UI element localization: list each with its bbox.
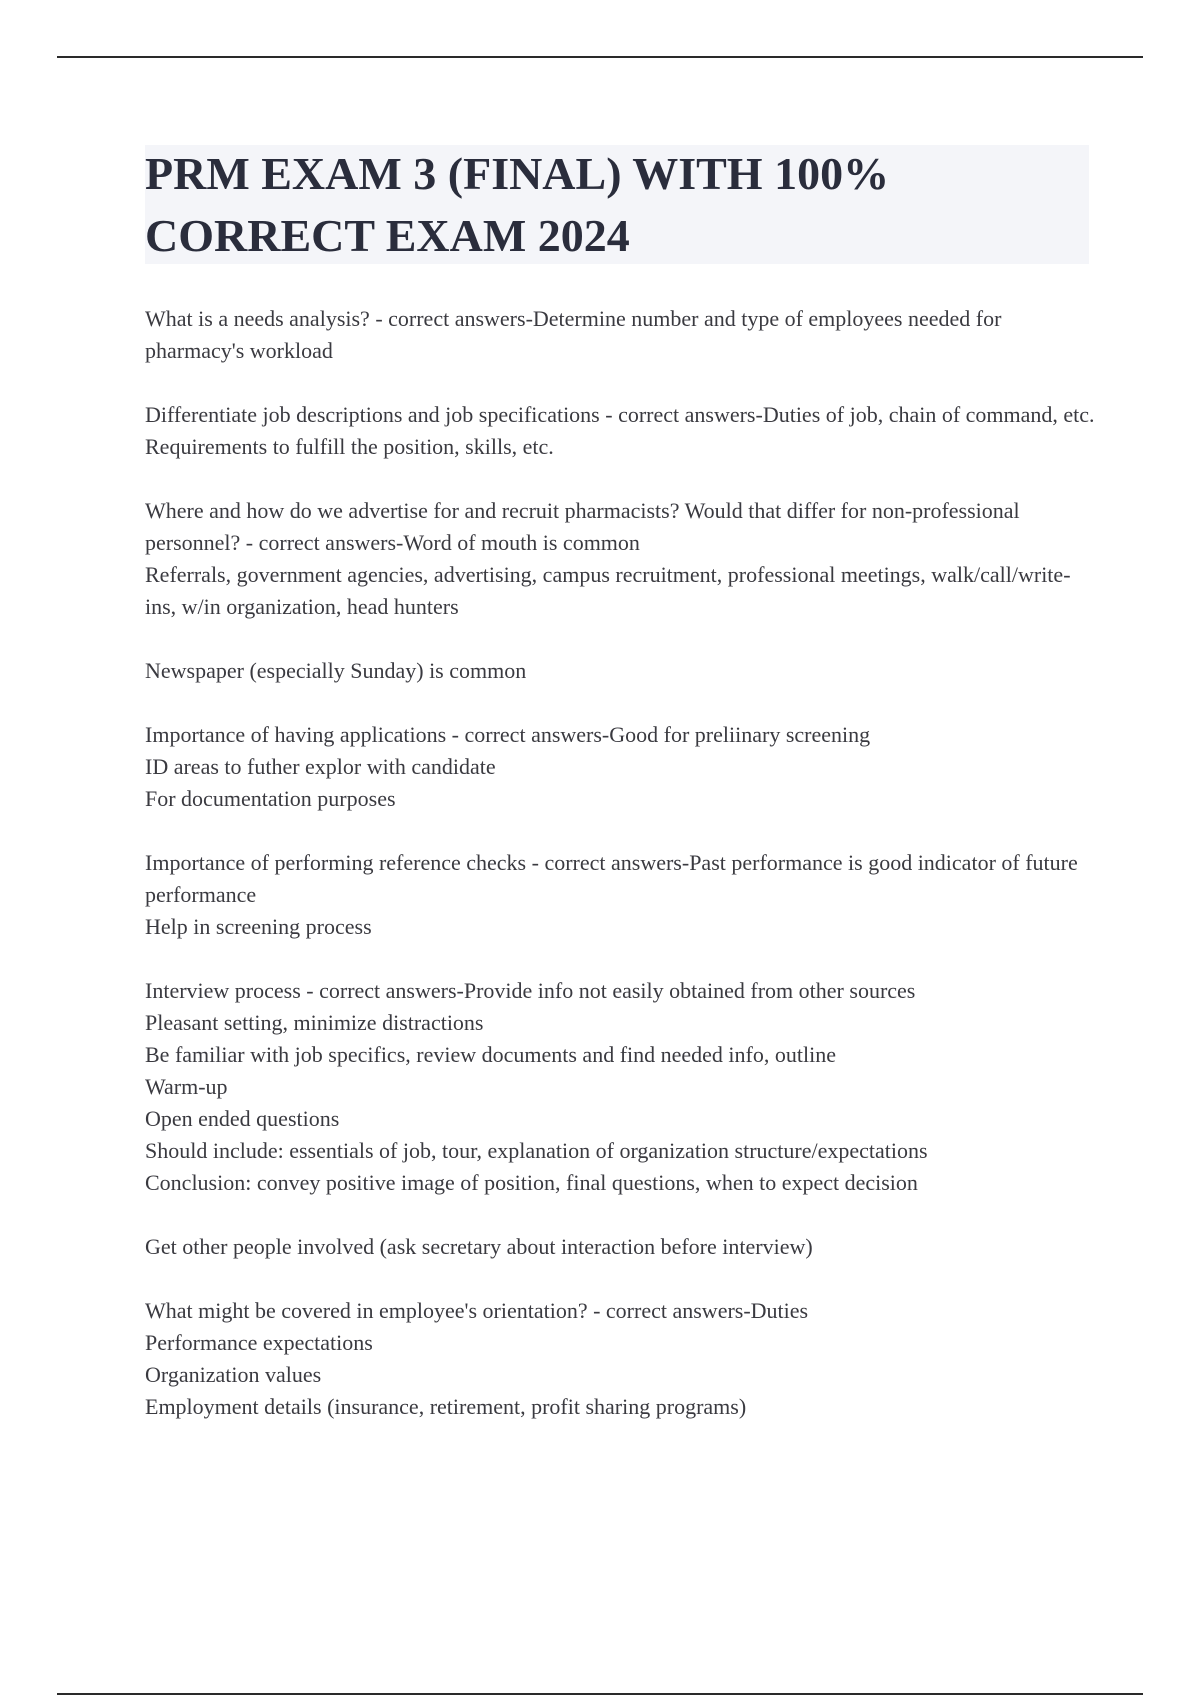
text-line: Be familiar with job specifics, review documents and find needed info, outline [145, 1042, 836, 1067]
text-line: Requirements to fulfill the position, skills, etc. [145, 434, 554, 459]
text-line: Performance expectations [145, 1330, 373, 1355]
text-line: What is a needs analysis? - correct answers-Determine number and type of employees needed for pharmacy's workload [145, 306, 1002, 363]
qa-block [145, 655, 1095, 687]
top-rule [57, 56, 1143, 58]
qa-block [145, 719, 1095, 815]
text-line: Differentiate job descriptions and job specifications - correct answers-Duties of job, chain of command, etc. [145, 402, 1095, 427]
text-line: Newspaper (especially Sunday) is common [145, 658, 527, 683]
text-line: Organization values [145, 1362, 322, 1387]
text-line: Where and how do we advertise for and recruit pharmacists? Would that differ for non-professional personnel? - correct answers-Word of mouth is common [145, 498, 1020, 555]
text-line: Interview process - correct answers-Provide info not easily obtained from other sources [145, 978, 916, 1003]
qa-block [145, 399, 1095, 463]
text-line: What might be covered in employee's orientation? - correct answers-Duties [145, 1298, 809, 1323]
text-line: Referrals, government agencies, advertising, campus recruitment, professional meetings, walk/call/write-ins, w/in organization, head hunters [145, 562, 1071, 619]
text-line: Warm-up [145, 1074, 228, 1099]
text-line: Help in screening process [145, 914, 372, 939]
text-line: Importance of having applications - correct answers-Good for preliinary screening [145, 722, 871, 747]
document-body [145, 303, 1095, 1455]
text-line: For documentation purposes [145, 786, 396, 811]
text-line: Should include: essentials of job, tour, explanation of organization structure/expectations [145, 1138, 928, 1163]
text-line: Employment details (insurance, retirement, profit sharing programs) [145, 1394, 747, 1419]
text-line: Get other people involved (ask secretary about interaction before interview) [145, 1234, 813, 1259]
qa-block [145, 303, 1095, 367]
bottom-rule [57, 1693, 1143, 1695]
text-line: Conclusion: convey positive image of position, final questions, when to expect decision [145, 1170, 918, 1195]
qa-block [145, 1231, 1095, 1263]
qa-block [145, 847, 1095, 943]
text-line: Importance of performing reference checks - correct answers-Past performance is good indicator of future performance [145, 850, 1078, 907]
page-title: PRM EXAM 3 (FINAL) WITH 100% CORRECT EXAM 2024 [145, 148, 890, 261]
text-line: Open ended questions [145, 1106, 340, 1131]
qa-block [145, 1295, 1095, 1423]
text-line: ID areas to futher explor with candidate [145, 754, 496, 779]
qa-block [145, 495, 1095, 623]
qa-block [145, 975, 1095, 1199]
text-line: Pleasant setting, minimize distractions [145, 1010, 484, 1035]
